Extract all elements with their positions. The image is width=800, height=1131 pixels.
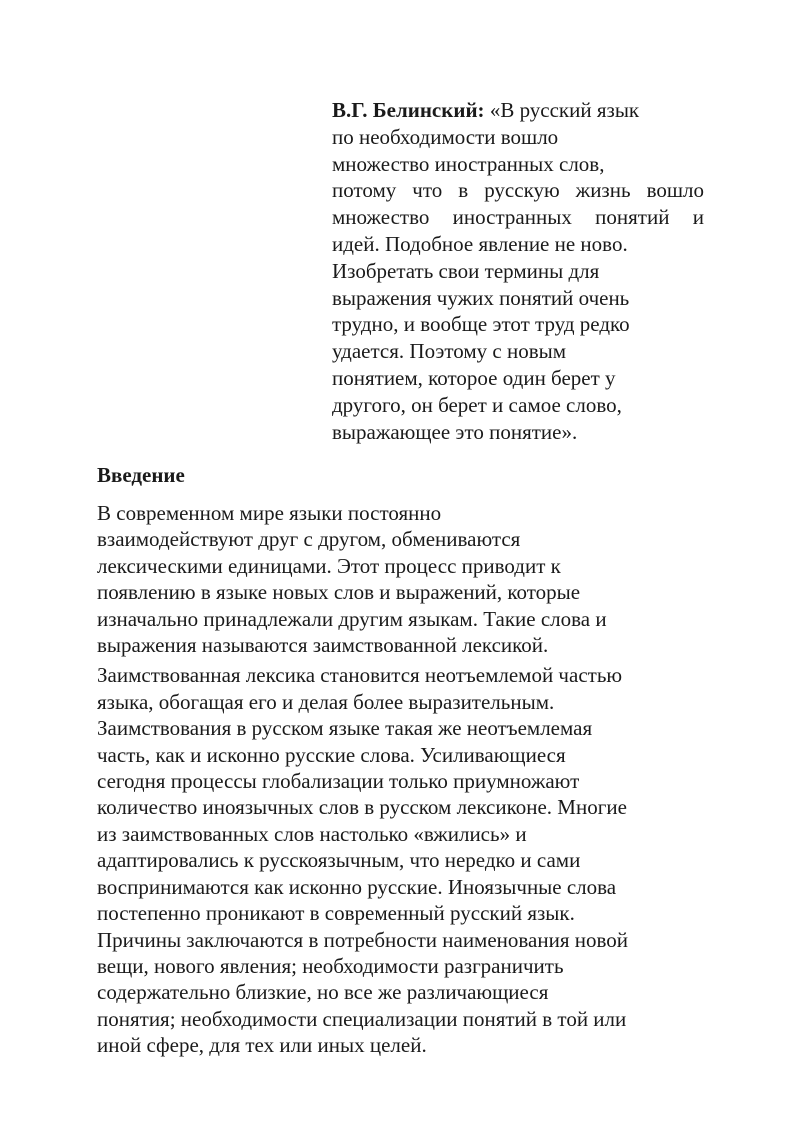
text-line: часть, как и исконно русские слова. Усиливающиеся xyxy=(97,742,566,767)
text-line: появлению в языке новых слов и выражений, которые xyxy=(97,580,581,605)
text-line: содержательно близкие, но все же различающиеся xyxy=(97,980,549,1005)
epigraph-line: множество иностранных слов, xyxy=(332,151,605,176)
text-line: взаимодействуют друг с другом, обмениваются xyxy=(97,527,521,552)
text-line: иной сфере, для тех или иных целей. xyxy=(97,1033,427,1058)
text-line: изначально принадлежали другим языкам. Такие слова и xyxy=(97,606,607,631)
epigraph-line: выражающее это понятие». xyxy=(332,419,578,444)
text-line: воспринимаются как исконно русские. Иноязычные слова xyxy=(97,874,617,899)
text-line: количество иноязычных слов в русском лексиконе. Многие xyxy=(97,795,627,820)
epigraph-line: другого, он берет и самое слово, xyxy=(332,392,622,417)
epigraph-line: выражения чужих понятий очень xyxy=(332,285,630,310)
text-line: выражения называются заимствованной лексикой. xyxy=(97,633,549,658)
epigraph-line: потому что в русскую жизнь вошло xyxy=(332,178,704,203)
text-line: Заимствованная лексика становится неотъемлемой частью xyxy=(97,663,623,688)
epigraph-line: Изобретать свои термины для xyxy=(332,258,600,283)
epigraph-quote xyxy=(332,97,704,445)
epigraph-line: по необходимости вошло xyxy=(332,124,559,149)
text-line: лексическими единицами. Этот процесс приводит к xyxy=(97,553,561,578)
text-line: понятия; необходимости специализации понятий в той или xyxy=(97,1006,627,1031)
epigraph-line: идей. Подобное явление не ново. xyxy=(332,231,628,256)
text-line: из заимствованных слов настолько «вжились» и xyxy=(97,821,527,846)
epigraph-line: В.Г. Белинский: «В русский язык xyxy=(332,98,640,122)
text-line: языка, обогащая его и делая более выразительным. xyxy=(97,689,555,714)
text-line: постепенно проникают в современный русский язык. xyxy=(97,901,575,926)
epigraph-line: множество иностранных понятий и xyxy=(332,205,704,230)
text-line: сегодня процессы глобализации только приумножают xyxy=(97,769,580,794)
epigraph-line: трудно, и вообще этот труд редко xyxy=(332,312,630,337)
paragraph xyxy=(97,500,697,658)
paragraph xyxy=(97,662,697,1058)
text-line: вещи, нового явления; необходимости разграничить xyxy=(97,953,564,978)
text-line: Заимствования в русском языке такая же неотъемлемая xyxy=(97,716,593,741)
body-text xyxy=(97,500,697,1059)
text-line: Причины заключаются в потребности наименования новой xyxy=(97,927,628,952)
text-line: В современном мире языки постоянно xyxy=(97,501,442,525)
text-line: адаптировались к русскоязычным, что нередко и сами xyxy=(97,848,581,873)
epigraph-line: удается. Поэтому с новым xyxy=(332,339,567,364)
section-heading: Введение xyxy=(97,463,185,487)
epigraph-line: понятием, которое один берет у xyxy=(332,365,616,390)
epigraph-author: В.Г. Белинский: xyxy=(332,98,485,122)
